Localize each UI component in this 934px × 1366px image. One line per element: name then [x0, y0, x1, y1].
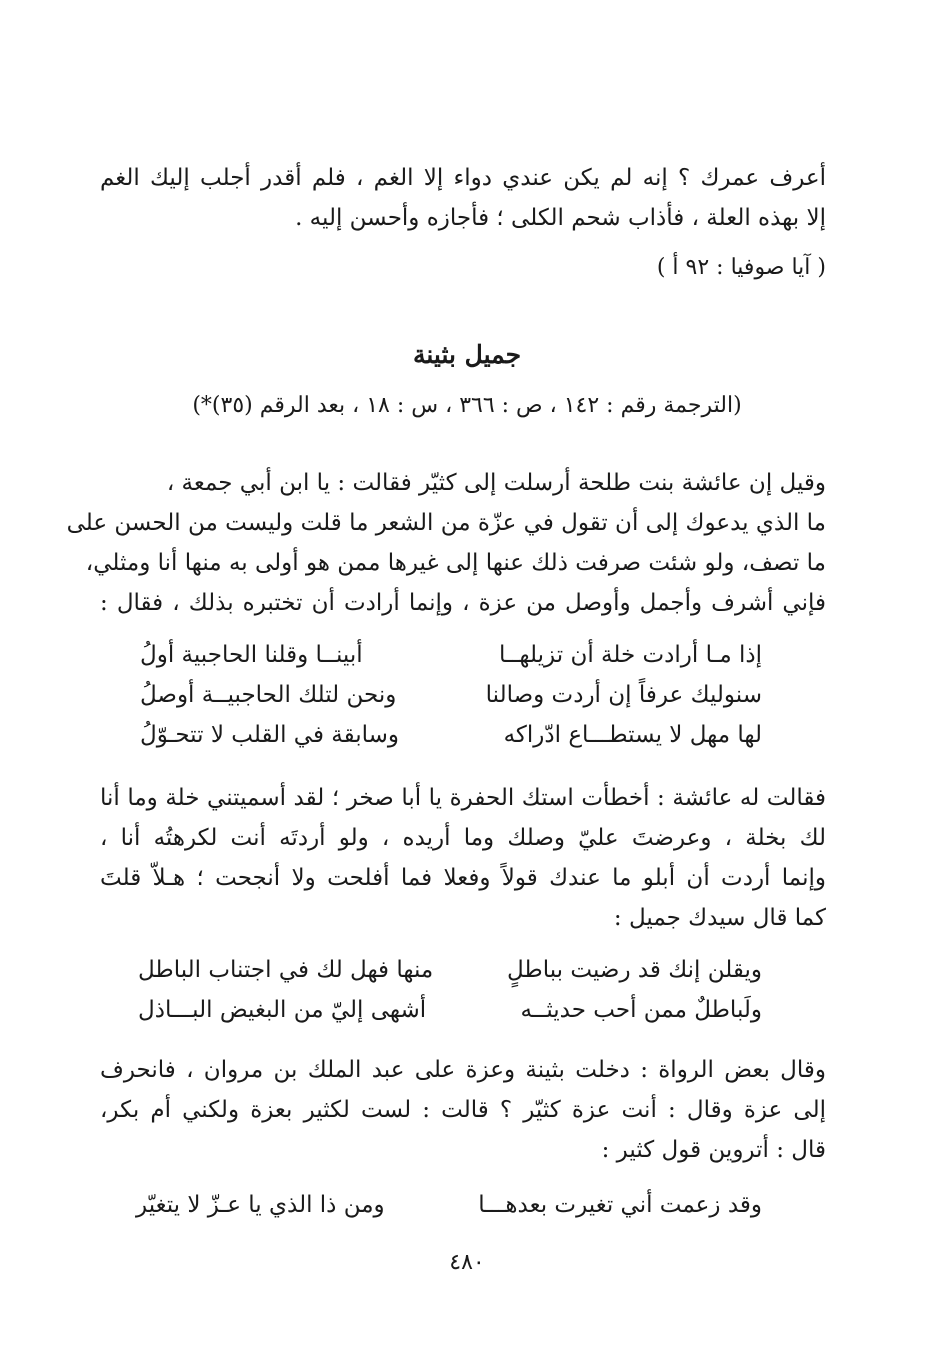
- verse-second-hemistich: ونحن لتلك الحاجبيــة أوصلُ: [140, 682, 397, 708]
- verse-first-hemistich: ولَباطلٌ ممن أحب حديثــه: [520, 997, 762, 1023]
- verse-first-hemistich: سنوليك عرفاً إن أردت وصالنا: [485, 682, 762, 708]
- text-line: أعرف عمرك ؟ إنه لم يكن عندي دواء إلا الغم ، فلم أقدر أجلب إليك الغم: [100, 165, 826, 191]
- text-line: إلا بهذه العلة ، فأذاب شحم الكلى ؛ فأجازه وأحسن إليه .: [295, 205, 826, 231]
- opening-paragraph: [100, 158, 826, 238]
- poem-verse: [136, 1185, 762, 1225]
- verse-first-hemistich: ويقلن إنك قد رضيت بباطلٍ: [507, 957, 762, 983]
- section-subtitle: (الترجمة رقم : ١٤٢ ، ص : ٣٦٦ ، س : ١٨ ، بعد الرقم (٣٥)*): [192, 393, 742, 418]
- text-line: وقيل إن عائشة بنت طلحة أرسلت إلى كثيّر فقالت : يا ابن أبي جمعة ،: [166, 470, 826, 496]
- paragraph-2: [100, 778, 826, 938]
- poem-verse: [140, 715, 762, 755]
- poem-verse: [140, 635, 762, 675]
- verse-first-hemistich: وقد زعمت أني تغيرت بعدهـــا: [478, 1192, 762, 1218]
- text-line: فقالت له عائشة : أخطأت استك الحفرة يا أبا صخر ؛ لقد أسميتني خلة وما أنا: [100, 785, 826, 811]
- text-line: وقال بعض الرواة : دخلت بثينة وعزة على عبد الملك بن مروان ، فانحرف: [100, 1057, 826, 1083]
- text-line: كما قال سيدك جميل :: [613, 905, 826, 931]
- text-line: قال : أتروين قول كثير :: [601, 1137, 826, 1163]
- verse-first-hemistich: إذا مـا أرادت خلة أن تزيلهــا: [498, 642, 762, 668]
- page-number: ٤٨٠: [449, 1250, 485, 1275]
- poem-verse: [138, 990, 762, 1030]
- text-line: ما تصف، ولو شئت صرفت ذلك عنها إلى غيرها ممن هو أولى به منها أنا ومثلي،: [85, 550, 826, 576]
- text-line: لك بخلة ، وعرضتَ عليّ وصلك وما أريده ، ولو أردتَه أنت لكرهتُه أنا ،: [100, 825, 826, 851]
- text-line: إلى عزة وقال : أنت عزة كثيّر ؟ قالت : لست لكثير بعزة ولكني أم بكر،: [100, 1097, 826, 1123]
- verse-second-hemistich: ومن ذا الذي يا عـزّ لا يتغيّر: [136, 1192, 385, 1218]
- paragraph-3: [100, 1050, 826, 1170]
- verse-first-hemistich: لها مهل لا يستطـــاع ادّراكه: [503, 722, 762, 748]
- verse-second-hemistich: أبينــا وقلنا الحاجبية أولُ: [140, 642, 363, 668]
- text-line: فإني أشرف وأجمل وأوصل من عزة ، وإنما أرادت أن تختبره بذلك ، فقال :: [100, 590, 826, 616]
- verse-second-hemistich: أشهى إليّ من البغيض البـــاذل: [138, 997, 427, 1023]
- text-line: ما الذي يدعوك إلى أن تقول في عزّة من الشعر ما قلت وليست من الحسن على: [66, 510, 826, 536]
- poem-verse: [140, 675, 762, 715]
- text-line: وإنما أردت أن أبلو ما عندك قولاً وفعلا فما أفلحت ولا أنجحت ؛ هـلاّ قلتَ: [100, 865, 826, 891]
- verse-second-hemistich: منها فهل لك في اجتناب الباطل: [138, 957, 434, 983]
- source-citation: ( آيا صوفيا : ٩٢ أ ): [656, 255, 826, 280]
- paragraph-1: [66, 463, 826, 623]
- section-title: جميل بثينة: [412, 340, 522, 369]
- verse-second-hemistich: وسابقة في القلب لا تتحـوّلُ: [140, 722, 400, 748]
- poem-verse: [138, 950, 762, 990]
